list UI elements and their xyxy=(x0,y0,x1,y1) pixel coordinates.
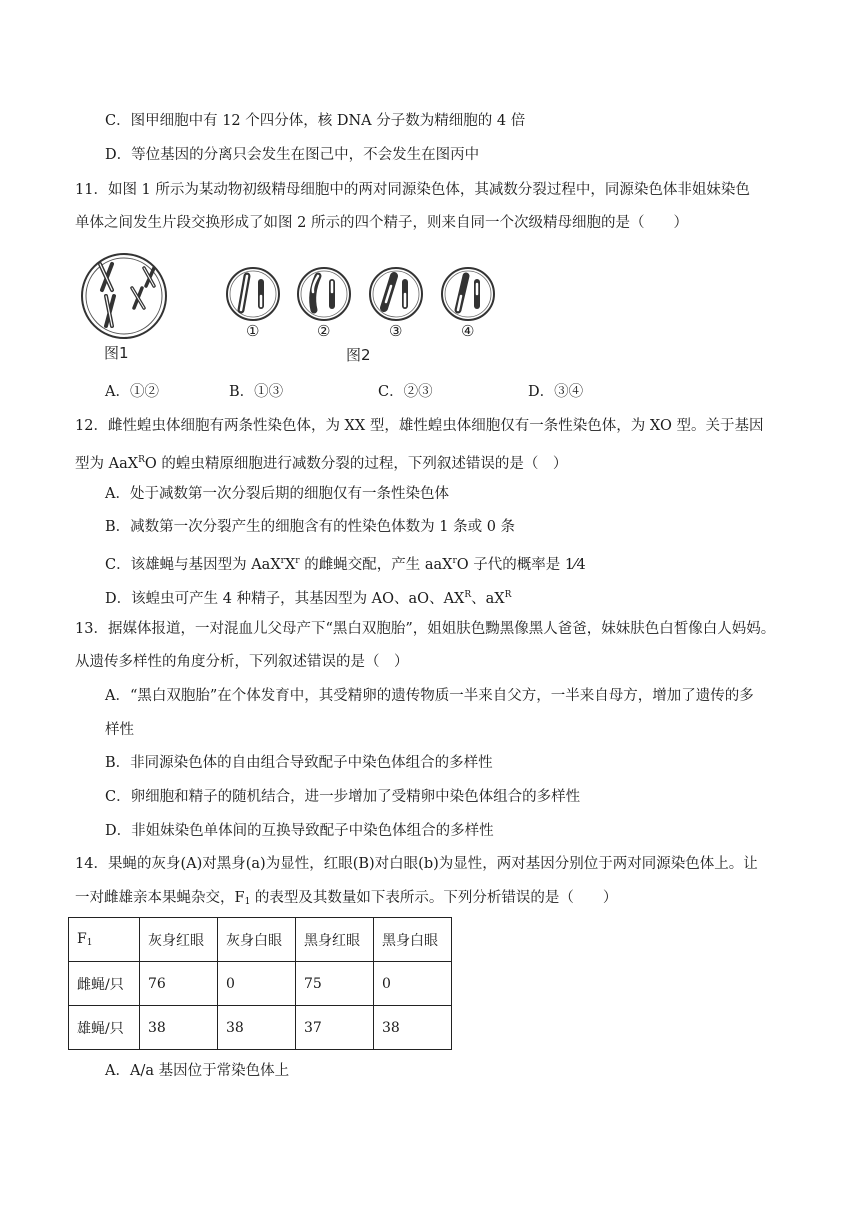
q12-option-d: D．该蝗虫可产生 4 种精子，其基因型为 AO、aO、$AX^R$、$aX^R$ xyxy=(105,590,512,607)
q14-stem-line2: 一对雌雄亲本果蝇杂交，$F_1$ 的表型及其数量如下表所示。下列分析错误的是（ ） xyxy=(75,890,618,907)
q11-option-a: A．①② xyxy=(105,384,159,400)
q14-stem-line1: 14．果蝇的灰身(A)对黑身(a)为显性，红眼(B)对白眼(b)为显性，两对基因分别位于两对同源染色体上。让 xyxy=(75,856,758,872)
sperm-label-1: ① xyxy=(246,322,260,340)
sperm-cell-4-icon xyxy=(440,266,496,322)
q12-option-b: B．减数第一次分裂产生的细胞含有的性染色体数为 1 条或 0 条 xyxy=(105,519,516,535)
table-row-label: 雄蝇/只 xyxy=(69,1006,140,1050)
table-cell: 76 xyxy=(140,962,218,1006)
q11-stem-line1: 11．如图 1 所示为某动物初级精母细胞中的两对同源染色体，其减数分裂过程中，同源染色体非姐妹染色 xyxy=(75,182,750,198)
q13-stem-line1: 13．据媒体报道，一对混血儿父母产下“黑白双胞胎”，姐姐肤色黝黑像黑人爸爸，妹妹肤色白皙像白人妈妈。 xyxy=(75,621,776,637)
table-header-cell: 黑身白眼 xyxy=(374,918,452,962)
table-row xyxy=(69,1006,452,1050)
sperm-label-4: ④ xyxy=(461,322,475,340)
q13-option-a-line2: 样性 xyxy=(105,722,134,738)
table-cell: 75 xyxy=(296,962,374,1006)
sperm-label-3: ③ xyxy=(389,322,403,340)
table-header-f1: $F_1$ xyxy=(69,918,140,962)
q13-option-b: B．非同源染色体的自由组合导致配子中染色体组合的多样性 xyxy=(105,755,493,771)
table-cell: 0 xyxy=(218,962,296,1006)
q13-option-a-line1: A．“黑白双胞胎”在个体发育中，其受精卵的遗传物质一半来自父方，一半来自母方，增加了遗传的多 xyxy=(105,688,754,704)
table-cell: 38 xyxy=(374,1006,452,1050)
table-cell: 37 xyxy=(296,1006,374,1050)
table-header-cell: 灰身白眼 xyxy=(218,918,296,962)
q11-option-b: B．①③ xyxy=(229,384,284,400)
table-header-cell: 黑身红眼 xyxy=(296,918,374,962)
q12-option-a: A．处于减数第一次分裂后期的细胞仅有一条性染色体 xyxy=(105,486,449,502)
q12-stem-line1: 12．雌性蝗虫体细胞有两条性染色体，为 XX 型，雄性蝗虫体细胞仅有一条性染色体，为 XO 型。关于基因 xyxy=(75,418,764,434)
figure1-label: 图1 xyxy=(104,344,129,362)
f1-phenotype-table xyxy=(68,917,452,1050)
table-cell: 38 xyxy=(218,1006,296,1050)
table-header-row xyxy=(69,918,452,962)
q13-stem-line2: 从遗传多样性的角度分析，下列叙述错误的是（ ） xyxy=(75,654,409,670)
q11-option-d: D．③④ xyxy=(528,384,584,400)
q12-stem-line2: 型为 AaX$^R$O 的蝗虫精原细胞进行减数分裂的过程，下列叙述错误的是（ ） xyxy=(75,455,568,472)
sperm-cell-3-icon xyxy=(368,266,424,322)
figure1-cell-icon xyxy=(78,250,170,342)
table-row-label: 雌蝇/只 xyxy=(69,962,140,1006)
q12-option-c: C．该雄蝇与基因型为 $AaX^rX^r$ 的雌蝇交配，产生 aaX$^r$O 子代的概率是 1⁄4 xyxy=(105,556,586,573)
q11-options xyxy=(105,380,705,400)
q14-option-a: A．A/a 基因位于常染色体上 xyxy=(105,1063,290,1079)
q13-option-d: D．非姐妹染色单体间的互换导致配子中染色体组合的多样性 xyxy=(105,823,494,839)
sperm-label-2: ② xyxy=(317,322,331,340)
q10-option-c: C．图甲细胞中有 12 个四分体，核 DNA 分子数为精细胞的 4 倍 xyxy=(105,113,526,129)
q13-option-c: C．卵细胞和精子的随机结合，进一步增加了受精卵中染色体组合的多样性 xyxy=(105,789,581,805)
sperm-cell-2-icon xyxy=(296,266,352,322)
table-header-cell: 灰身红眼 xyxy=(140,918,218,962)
table-cell: 0 xyxy=(374,962,452,1006)
q11-option-c: C．②③ xyxy=(378,384,433,400)
sperm-cell-1-icon xyxy=(225,266,281,322)
table-row xyxy=(69,962,452,1006)
q10-option-d: D．等位基因的分离只会发生在图己中，不会发生在图丙中 xyxy=(105,147,480,163)
table-cell: 38 xyxy=(140,1006,218,1050)
figure2-label: 图2 xyxy=(346,346,371,364)
q11-stem-line2: 单体之间发生片段交换形成了如图 2 所示的四个精子，则来自同一个次级精母细胞的是（ ） xyxy=(75,215,688,231)
